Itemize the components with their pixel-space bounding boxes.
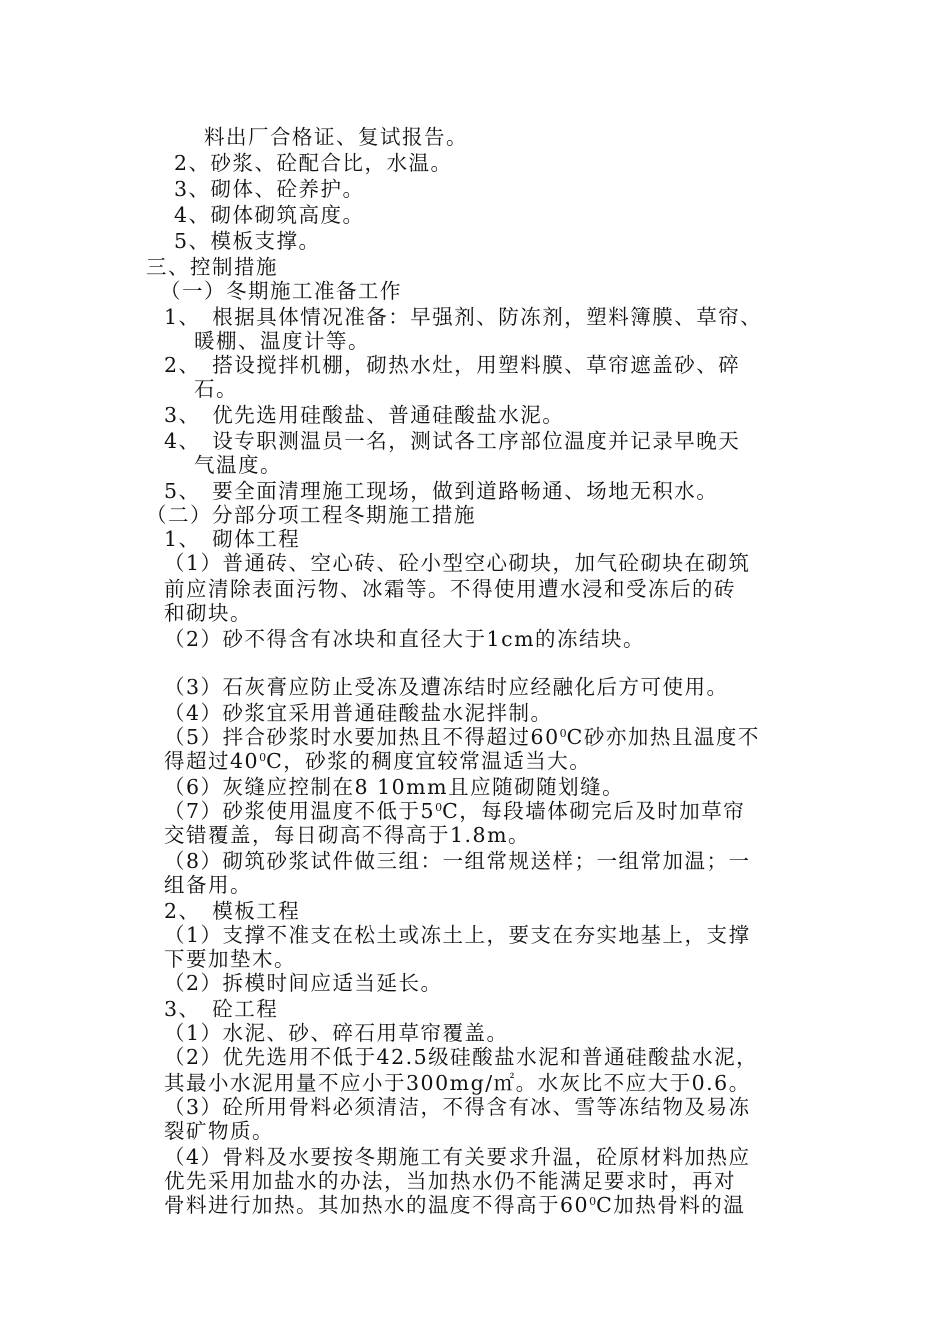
text-line: 2、 模板工程: [164, 899, 301, 923]
text-line: 1、 根据具体情况准备：早强剂、防冻剂，塑料簿膜、草帘、: [164, 305, 763, 329]
text-line: 4、砌体砌筑高度。: [174, 203, 365, 227]
text-line: （2）拆模时间应适当延长。: [164, 971, 443, 995]
degree-superscript: 0: [435, 801, 443, 814]
text-line: （4）骨料及水要按冬期施工有关要求升温，砼原材料加热应: [164, 1145, 751, 1169]
text-line: 和砌块。: [164, 601, 252, 625]
text-line: 3、 砼工程: [164, 997, 279, 1021]
text-line: 得超过$40^0C$，砂浆的稠度宜较常温适当大。: [164, 749, 592, 773]
subsection-heading: （二）分部分项工程冬期施工措施: [146, 503, 476, 527]
text-line: 1、 砌体工程: [164, 527, 301, 551]
text-line: （3）砼所用骨料必须清洁，不得含有冰、雪等冻结物及易冻: [164, 1095, 751, 1119]
text-line: （4）砂浆宜采用普通硅酸盐水泥拌制。: [164, 701, 553, 725]
text-line: （1）普通砖、空心砖、砼小型空心砌块，加气砼砌块在砌筑: [164, 551, 751, 575]
text-line: 前应清除表面污物、冰霜等。不得使用遭水浸和受冻后的砖: [164, 577, 736, 601]
text-line: 骨料进行加热。其加热水的温度不得高于$60^0C$加热骨料的温: [164, 1193, 746, 1217]
text-line: 5、模板支撑。: [174, 229, 321, 253]
text-line: 2、 搭设搅拌机棚，砌热水灶，用塑料膜、草帘遮盖砂、碎: [164, 353, 741, 377]
text-line: 3、 优先选用硅酸盐、普通硅酸盐水泥。: [164, 403, 565, 427]
text-line: 4、 设专职测温员一名，测试各工序部位温度并记录早晚天: [164, 429, 741, 453]
degree-superscript: 0: [589, 1195, 597, 1208]
text-line: （5）拌合砂浆时水要加热且不得超过$60^0C$砂亦加热且温度不: [164, 725, 760, 749]
text-line: 3、砌体、砼养护。: [174, 177, 365, 201]
text-line: （3）石灰膏应防止受冻及遭冻结时应经融化后方可使用。: [164, 675, 729, 699]
text-line: 下要加垫木。: [164, 947, 296, 971]
text-line: （1）支撑不准支在松土或冻土上，要支在夯实地基上，支撑: [164, 923, 751, 947]
text-line: 裂矿物质。: [164, 1119, 274, 1143]
text-line: （2）优先选用不低于42.5级硅酸盐水泥和普通硅酸盐水泥，: [164, 1045, 759, 1069]
subsection-heading: （一）冬期施工准备工作: [160, 279, 402, 303]
text-line: 气温度。: [194, 453, 282, 477]
text-line: 料出厂合格证、复试报告。: [204, 125, 468, 149]
text-line: 组备用。: [164, 873, 252, 897]
text-line: 暖棚、温度计等。: [194, 329, 370, 353]
degree-superscript: 0: [559, 727, 567, 740]
text-line: 5、 要全面清理施工现场，做到道路畅通、场地无积水。: [164, 479, 719, 503]
text-line: 其最小水泥用量不应小于300mg/㎡。水灰比不应大于0.6。: [164, 1071, 751, 1095]
text-line: 优先采用加盐水的办法，当加热水仍不能满足要求时，再对: [164, 1169, 736, 1193]
text-line: （7）砂浆使用温度不低于$5^0C$，每段墙体砌完后及时加草帘: [164, 799, 746, 823]
degree-superscript: 0: [259, 751, 267, 764]
text-line: （8）砌筑砂浆试件做三组：一组常规送样；一组常加温；一: [164, 849, 751, 873]
section-heading: 三、控制措施: [146, 255, 278, 279]
text-line: 石。: [194, 377, 238, 401]
text-line: （2）砂不得含有冰块和直径大于1cm的冻结块。: [164, 627, 646, 651]
text-line: （6）灰缝应控制在8 10mm且应随砌随划缝。: [164, 775, 625, 799]
text-line: 交错覆盖，每日砌高不得高于1.8m。: [164, 823, 531, 847]
text-line: 2、砂浆、砼配合比，水温。: [174, 151, 453, 175]
text-line: （1）水泥、砂、碎石用草帘覆盖。: [164, 1021, 509, 1045]
